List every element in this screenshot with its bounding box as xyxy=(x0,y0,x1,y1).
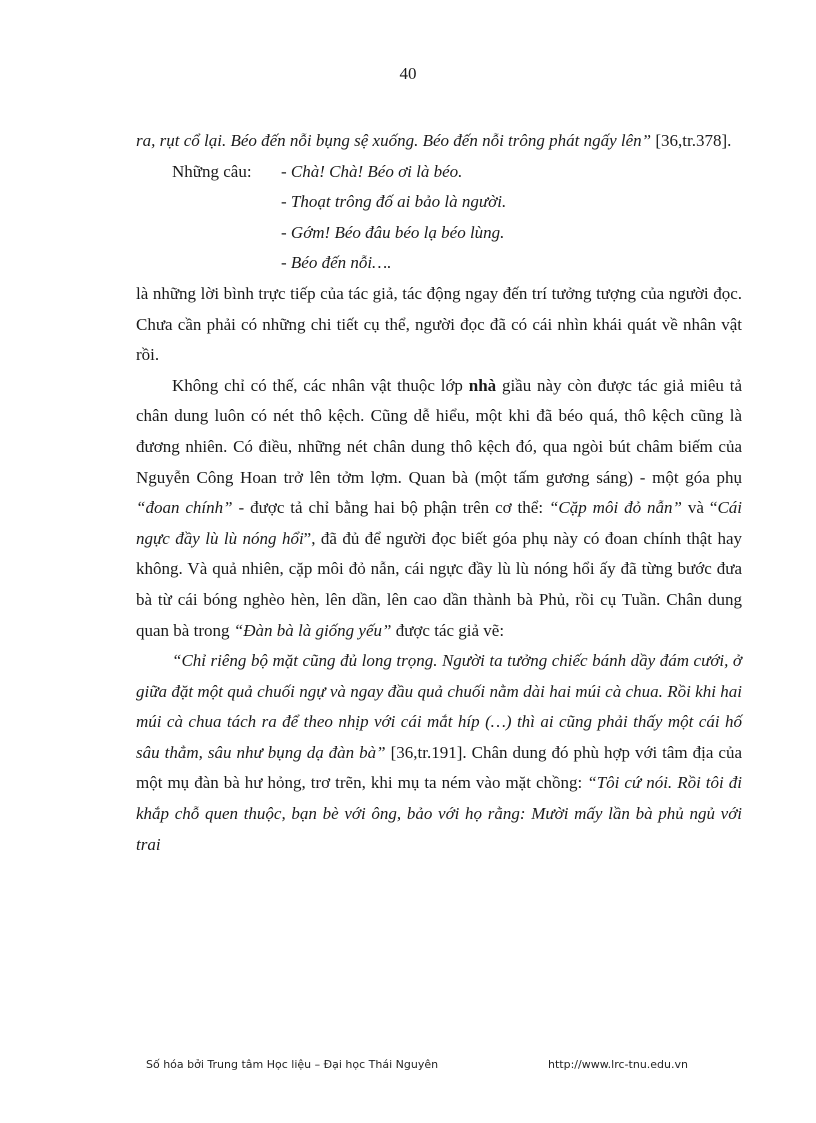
text-run: và “ xyxy=(682,498,718,518)
citation: [36,tr.378]. xyxy=(651,131,732,150)
text-run: giầu này còn được tác giả miêu tả chân dung luôn có nét thô kệch. Cũng dễ hiểu, một khi đã béo quá, thô kệch cũng là đương nhiên. Có điều, những nét chân dung thô kệch đó, qua ngòi bút châm biếm của Nguyễn Công Hoan trở lên tởm lợm. Quan bà (một tấm gương sáng) - một góa phụ xyxy=(136,375,742,487)
text-run: ”, đã đủ để người đọc biết góa phụ này có đoan chính thật hay không. Và quả nhiên, cặp môi đỏ nẫn, cái ngực đầy lù lù nóng hổi ấy đã từng bước đưa bà từ cái bóng nghèo hèn, lên dần, lên cao dần thành bà Phủ, rồi cụ Tuần. Chân dung quan bà trong xyxy=(136,528,742,640)
quote-lines xyxy=(281,157,742,279)
text-run: được tác giả vẽ: xyxy=(391,620,505,640)
quote-line: - Béo đến nỗi…. xyxy=(281,253,392,273)
italic-text: Cái ngực đầy lù lù nóng hổi xyxy=(136,498,743,548)
italic-text: “Tôi cứ nói. Rồi tôi đi khắp chỗ quen thuộc, bạn bè với ông, bảo với họ rằng: Mười mấy lần bà phủ ngủ với trai xyxy=(136,773,742,854)
paragraph-3 xyxy=(136,371,742,646)
paragraph-4 xyxy=(136,646,742,860)
paragraph-2: là những lời bình trực tiếp của tác giả, tác động ngay đến trí tưởng tượng của người đọc. Chưa cần phải có những chi tiết cụ thể, người đọc đã có cái nhìn khái quát về nhân vật rồi. xyxy=(136,283,742,365)
paragraph-1 xyxy=(136,126,742,157)
footer-source: Số hóa bởi Trung tâm Học liệu – Đại học Thái Nguyên xyxy=(146,1058,439,1071)
italic-text: “Đàn bà là giống yếu” xyxy=(233,620,392,640)
italic-text: “Cặp môi đỏ nẫn” xyxy=(548,498,682,518)
quote-label: Những câu: xyxy=(172,161,252,181)
quote-line: - Thoạt trông đố ai bảo là người. xyxy=(281,192,507,212)
body-text xyxy=(136,126,742,860)
text-run: - được tả chỉ bằng hai bộ phận trên cơ thể: xyxy=(232,498,549,518)
footer-url: http://www.lrc-tnu.edu.vn xyxy=(548,1058,688,1071)
quote-text: ra, rụt cổ lại. Béo đến nỗi bụng sệ xuống. Béo đến nỗi trông phát ngấy lên” xyxy=(136,131,652,150)
bold-text: nhà xyxy=(468,375,497,395)
italic-text: “đoan chính” xyxy=(136,498,233,518)
text-run: [36,tr.191]. Chân dung đó phù hợp với tâm địa của một mụ đàn bà hư hỏng, trơ trẽn, khi mụ ta ném vào mặt chồng: xyxy=(136,742,742,793)
text-run: Không chỉ có thế, các nhân vật thuộc lớp xyxy=(172,375,469,395)
quote-list xyxy=(136,157,742,279)
quote-line: - Gớm! Béo đâu béo lạ béo lùng. xyxy=(281,222,505,242)
italic-text: “Chỉ riêng bộ mặt cũng đủ long trọng. Người ta tưởng chiếc bánh dầy đám cưới, ở giữa đặt một quả chuối ngự và ngay đầu quả chuối nằm dài hai múi cà chua. Rồi khi hai múi cà chua tách ra để theo nhịp với cái mắt híp (…) thì ai cũng phải thấy một cái hố sâu thẳm, sâu như bụng dạ đàn bà” xyxy=(136,651,742,762)
page-number: 40 xyxy=(399,64,417,83)
quote-line: - Chà! Chà! Béo ơi là béo. xyxy=(281,161,463,181)
